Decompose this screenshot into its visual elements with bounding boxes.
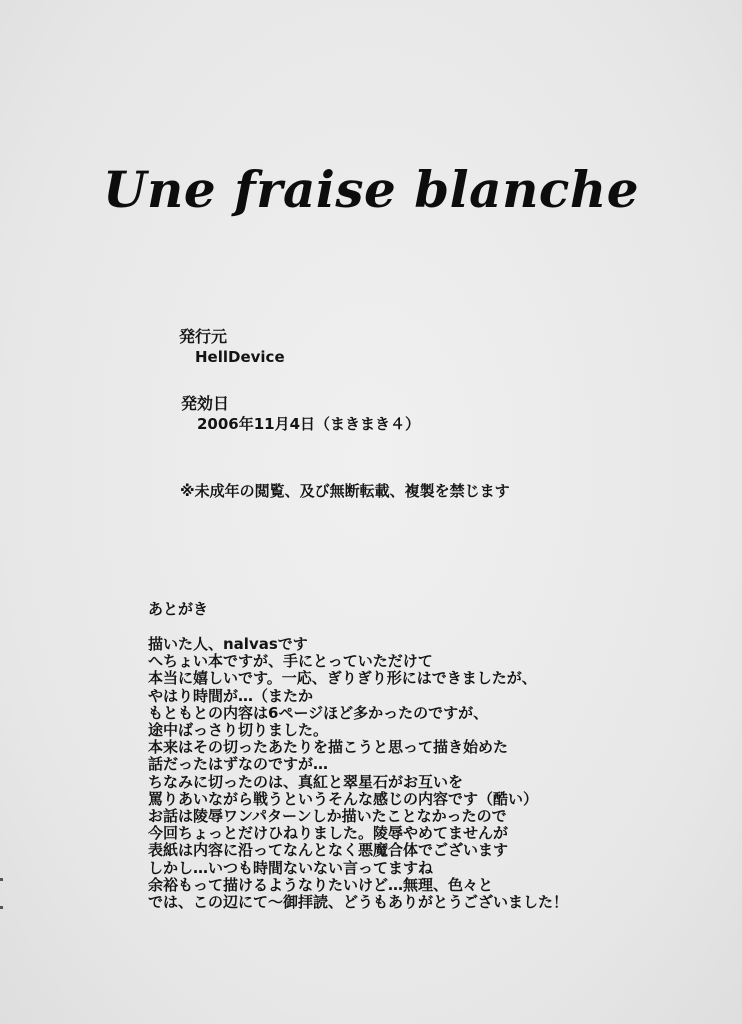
publisher-value: HellDevice bbox=[195, 348, 285, 366]
publisher-block bbox=[179, 327, 285, 367]
scan-edge-mark bbox=[0, 878, 3, 881]
copyright-notice: ※未成年の閲覧、及び無断転載、複製を禁じます bbox=[180, 482, 510, 500]
issue-date-block bbox=[181, 394, 420, 434]
afterword-line: やはり時間が…（またか bbox=[148, 686, 314, 705]
book-title: Une fraise blanche bbox=[102, 160, 640, 219]
afterword-line: 話だったはずなのですが… bbox=[148, 755, 329, 774]
afterword-line: 今回ちょっとだけひねりました。陵辱やめてませんが bbox=[148, 824, 509, 843]
afterword-text bbox=[148, 636, 568, 911]
afterword-line: お話は陵辱ワンパターンしか描いたことなかったので bbox=[148, 807, 507, 826]
afterword-line: もともとの内容は6ページほど多かったのですが、 bbox=[148, 703, 489, 722]
scan-edge-mark bbox=[0, 906, 3, 909]
issue-date-value: 2006年11月4日（まきまき４） bbox=[197, 415, 421, 433]
afterword-line: へちょい本ですが、手にとっていただけて bbox=[148, 652, 433, 671]
afterword-line: 描いた人、nalvasです bbox=[148, 635, 308, 653]
afterword-line: しかし…いつも時間ないない言ってますね bbox=[148, 858, 434, 877]
afterword-line: 途中ばっさり切りました。 bbox=[148, 721, 329, 740]
afterword-line: 本来はその切ったあたりを描こうと思って描き始めた bbox=[148, 738, 509, 757]
afterword-line: 本当に嬉しいです。一応、ぎりぎり形にはできましたが、 bbox=[148, 669, 537, 688]
issue-date-label: 発効日 bbox=[181, 394, 230, 413]
afterword-line: 余裕もって描けるようなりたいけど…無理、色々と bbox=[148, 875, 494, 894]
afterword-line: 罵りあいながら戦うというそんな感じの内容です（酷い） bbox=[148, 789, 539, 808]
afterword-heading: あとがき bbox=[148, 600, 209, 618]
publisher-label: 発行元 bbox=[179, 327, 228, 346]
afterword-line: では、この辺にて〜御拝読、どうもありがとうございました！ bbox=[148, 893, 569, 912]
afterword-line: 表紙は内容に沿ってなんとなく悪魔合体でございます bbox=[148, 841, 509, 860]
afterword-line: ちなみに切ったのは、真紅と翠星石がお互いを bbox=[148, 772, 464, 791]
